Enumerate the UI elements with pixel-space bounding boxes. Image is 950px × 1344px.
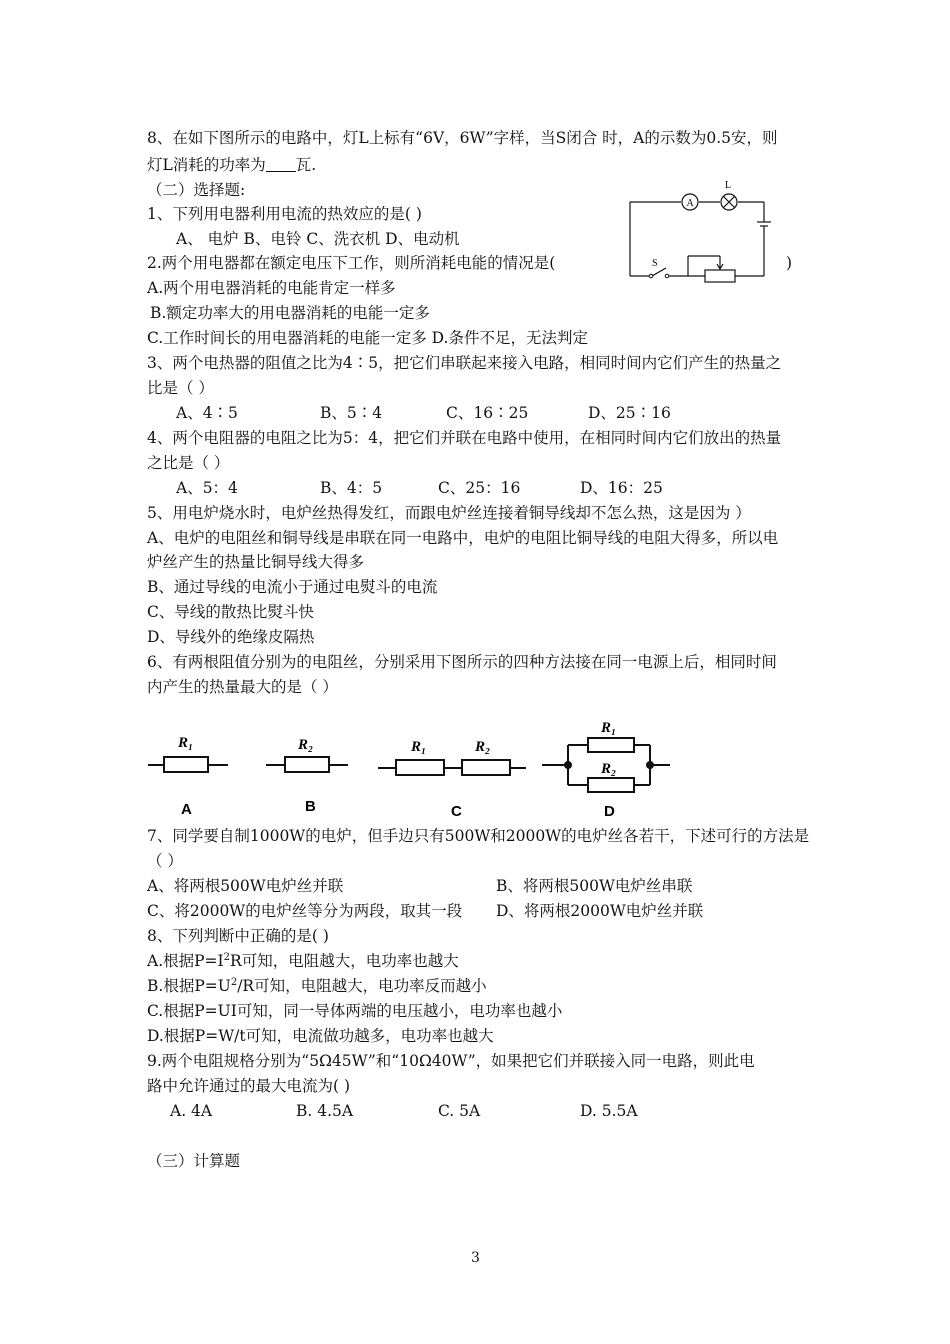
choice-q5-b: B、通过导线的电流小于通过电熨斗的电流 — [147, 578, 438, 596]
choice-q3-opt-b: B、5∶4 — [320, 404, 383, 422]
choice-q7-opt-a: A、将两根500W电炉丝并联 — [147, 877, 344, 895]
q8-fill-unit: 瓦. — [295, 156, 317, 174]
choice-q5-a-line-1: A、电炉的电阻丝和铜导线是串联在同一电路中，电炉的电阻比铜导线的电阻大得多，所以电 — [147, 529, 779, 547]
choice-q8-b-pre: B.根据P=U — [147, 977, 231, 995]
choice-q5-a-line-2: 炉丝产生的热量比铜导线大得多 — [147, 553, 365, 571]
choice-q2-a: A.两个用电器消耗的电能肯定一样多 — [147, 279, 396, 297]
choice-q8-a-sup: 2 — [223, 951, 231, 963]
fig-caption-d: D — [604, 803, 615, 820]
choice-q3-line-1: 3、两个电热器的阻值之比为4∶5，把它们串联起来接入电路，相同时间内它们产生的热量之 — [147, 354, 782, 372]
page-number: 3 — [471, 1250, 480, 1266]
choice-q4-line-1: 4、两个电阻器的电阻之比为5：4，把它们并联在电路中使用，在相同时间内它们放出的热量 — [147, 429, 782, 447]
choice-q8-a — [147, 950, 459, 972]
section-choice-heading: （二）选择题: — [147, 181, 246, 199]
choice-q8-c: C.根据P=UI可知，同一导体两端的电压越小，电功率也越小 — [147, 1002, 563, 1020]
fig-b-r2-label: R₂ — [298, 737, 314, 753]
fig-caption-c: C — [451, 803, 462, 820]
fig-d-r2-label: R₂ — [601, 761, 617, 777]
junction-dot — [564, 761, 572, 769]
choice-q1: 1、下列用电器利用电流的热效应的是( ) — [147, 205, 422, 223]
choice-q8: 8、下列判断中正确的是( ) — [147, 927, 329, 945]
choice-q6-line-1: 6、有两根阻值分别为的电阻丝，分别采用下图所示的四种方法接在同一电源上后，相同时间 — [147, 653, 777, 671]
choice-q7-opt-c: C、将2000W的电炉丝等分为两段，取其一段 — [147, 902, 463, 920]
choice-q8-a-pre: A.根据P=I — [147, 952, 224, 970]
junction-dot — [646, 761, 654, 769]
fig-c-r1-label: R₁ — [411, 739, 427, 755]
fig-caption-b: B — [305, 798, 316, 815]
choice-q4-opt-b: B、4：5 — [320, 479, 383, 497]
choice-q8-b-sup: 2 — [230, 976, 238, 988]
choice-q5-c: C、导线的散热比熨斗快 — [147, 603, 314, 621]
choice-q4-opt-c: C、25：16 — [438, 479, 521, 497]
choice-q8-d: D.根据P=W/t可知，电流做功越多，电功率也越大 — [147, 1027, 494, 1045]
choice-q9-line-2: 路中允许通过的最大电流为( ) — [147, 1077, 351, 1095]
choice-q8-b-post: /R可知，电阻越大，电功率反而越小 — [237, 977, 487, 995]
choice-q3-line-2: 比是（ ） — [147, 379, 214, 397]
choice-q7-line-1: 7、同学要自制1000W的电炉，但手边只有500W和2000W的电炉丝各若干，下述可行的方法是 — [147, 827, 810, 845]
choice-q6-line-2: 内产生的热量最大的是（ ） — [147, 678, 338, 696]
choice-q4-opt-a: A、5：4 — [176, 479, 238, 497]
choice-q2: 2.两个用电器都在额定电压下工作，则所消耗电能的情况是( — [147, 254, 556, 272]
fig-caption-a: A — [181, 801, 192, 818]
choice-q2-cd: C.工作时间长的用电器消耗的电能一定多 D.条件不足，无法判定 — [147, 329, 588, 347]
fig-c-r2-label: R₂ — [475, 739, 491, 755]
choice-q5: 5、用电炉烧水时，电炉丝热得发红，而跟电炉丝连接着铜导线却不怎么热，这是因为 ） — [147, 504, 751, 522]
choice-q3-opt-d: D、25∶16 — [588, 404, 671, 422]
choice-q7-line-2: （ ） — [147, 852, 183, 870]
choice-q3-opt-a: A、4∶5 — [176, 404, 238, 422]
answer-blank — [266, 155, 296, 172]
fig-a-r1-label: R₁ — [178, 735, 194, 751]
choice-q4-opt-d: D、16：25 — [580, 479, 663, 497]
choice-q9-opt-d: D. 5.5A — [580, 1102, 638, 1120]
choice-q8-a-post: R可知，电阻越大，电功率也越大 — [230, 952, 459, 970]
circuit-diagram — [620, 176, 780, 288]
choice-q7-opt-d: D、将两根2000W电炉丝并联 — [496, 902, 704, 920]
section-calculation-heading: （三）计算题 — [147, 1152, 241, 1170]
fig-d-r1-label: R₁ — [601, 720, 617, 736]
choice-q7-opt-b: B、将两根500W电炉丝串联 — [496, 877, 693, 895]
lamp-label: L — [725, 180, 732, 191]
choice-q2-b: B.额定功率大的用电器消耗的电能一定多 — [150, 304, 430, 322]
switch-label: S — [652, 258, 658, 269]
choice-q3-opt-c: C、16∶25 — [446, 404, 529, 422]
choice-q5-d: D、导线外的绝缘皮隔热 — [147, 628, 315, 646]
choice-q9-opt-b: B. 4.5A — [296, 1102, 354, 1120]
choice-q9-line-1: 9.两个电阻规格分别为“5Ω45W”和“10Ω40W”，如果把它们并联接入同一电路，则此电 — [147, 1052, 755, 1070]
q8-fill-line-2 — [147, 154, 316, 176]
resistor-connection-figure — [140, 712, 680, 824]
choice-q4-line-2: 之比是（ ） — [147, 454, 230, 472]
q8-fill-line-1: 8、在如下图所示的电路中，灯L上标有“6V，6W”字样，当S闭合 时，A的示数为0.5安，则 — [147, 129, 778, 147]
ammeter-label: A — [686, 198, 694, 209]
choice-q9-opt-a: A. 4A — [170, 1102, 213, 1120]
q8-fill-text: 灯L消耗的功率为 — [147, 156, 266, 174]
choice-q9-opt-c: C. 5A — [438, 1102, 481, 1120]
choice-q2-close: ) — [786, 254, 793, 272]
choice-q8-b — [147, 975, 487, 997]
choice-q1-options: A、 电炉 B、电铃 C、洗衣机 D、电动机 — [176, 230, 460, 248]
